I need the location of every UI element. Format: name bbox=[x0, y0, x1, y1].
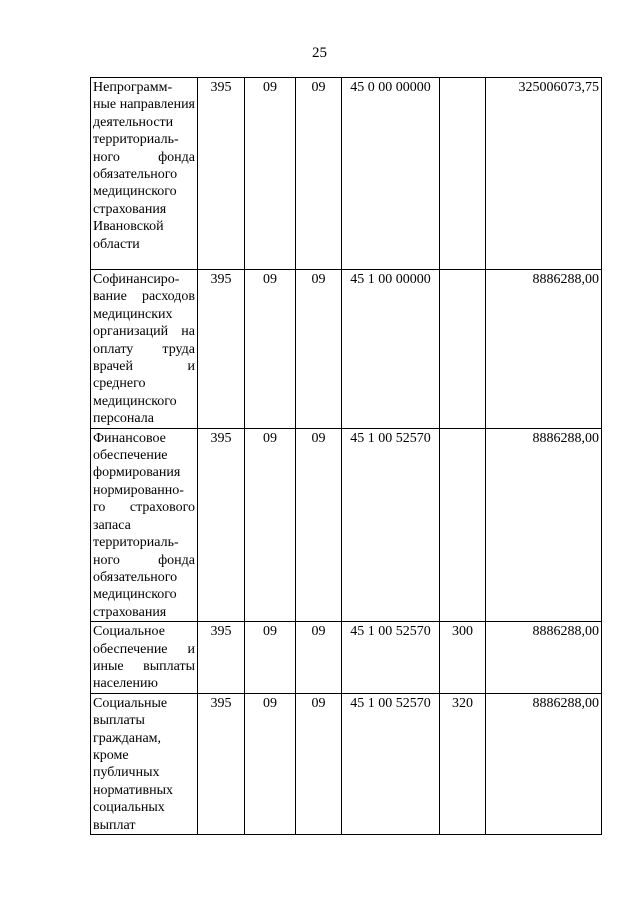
row-subsection-cell: 09 bbox=[296, 622, 342, 694]
page-number: 25 bbox=[312, 45, 327, 61]
row-subsection-cell: 09 bbox=[296, 78, 342, 270]
row-name-cell: Социальное обеспечение и иные выплаты населению bbox=[91, 622, 198, 694]
row-section-cell: 09 bbox=[245, 428, 296, 621]
row-section-cell: 09 bbox=[245, 270, 296, 429]
table-row bbox=[91, 693, 602, 834]
budget-table bbox=[90, 77, 602, 835]
row-name-cell: Финансовое обеспечение формирования нормированно-го страхового запаса территориаль-ного фонда обязательного медицинского страхования bbox=[91, 428, 198, 621]
table-row bbox=[91, 78, 602, 270]
row-amount-cell: 8886288,00 bbox=[486, 693, 602, 834]
row-target-cell: 45 0 00 00000 bbox=[342, 78, 440, 270]
row-section-cell: 09 bbox=[245, 622, 296, 694]
row-code-cell: 395 bbox=[198, 693, 245, 834]
row-expense-type-cell: 300 bbox=[440, 622, 486, 694]
row-target-cell: 45 1 00 52570 bbox=[342, 693, 440, 834]
table-row bbox=[91, 622, 602, 694]
table-row bbox=[91, 270, 602, 429]
row-amount-cell: 8886288,00 bbox=[486, 428, 602, 621]
row-target-cell: 45 1 00 52570 bbox=[342, 428, 440, 621]
row-name-cell: Софинансиро-вание расходов медицинских организаций на оплату труда врачей и среднего медицинского персонала bbox=[91, 270, 198, 429]
table-row bbox=[91, 428, 602, 621]
row-target-cell: 45 1 00 52570 bbox=[342, 622, 440, 694]
row-section-cell: 09 bbox=[245, 78, 296, 270]
row-expense-type-cell bbox=[440, 428, 486, 621]
row-amount-cell: 8886288,00 bbox=[486, 622, 602, 694]
row-amount-cell: 325006073,75 bbox=[486, 78, 602, 270]
row-amount-cell: 8886288,00 bbox=[486, 270, 602, 429]
row-subsection-cell: 09 bbox=[296, 693, 342, 834]
row-expense-type-cell: 320 bbox=[440, 693, 486, 834]
row-subsection-cell: 09 bbox=[296, 270, 342, 429]
row-target-cell: 45 1 00 00000 bbox=[342, 270, 440, 429]
row-section-cell: 09 bbox=[245, 693, 296, 834]
row-subsection-cell: 09 bbox=[296, 428, 342, 621]
row-name-cell: Социальные выплаты гражданам, кроме публичных нормативных социальных выплат bbox=[91, 693, 198, 834]
row-expense-type-cell bbox=[440, 78, 486, 270]
row-code-cell: 395 bbox=[198, 428, 245, 621]
row-expense-type-cell bbox=[440, 270, 486, 429]
row-code-cell: 395 bbox=[198, 270, 245, 429]
row-code-cell: 395 bbox=[198, 622, 245, 694]
row-code-cell: 395 bbox=[198, 78, 245, 270]
row-name-cell: Непрограмм-ные направления деятельности территориаль-ного фонда обязательного медицинского страхования Ивановской области bbox=[91, 78, 198, 270]
